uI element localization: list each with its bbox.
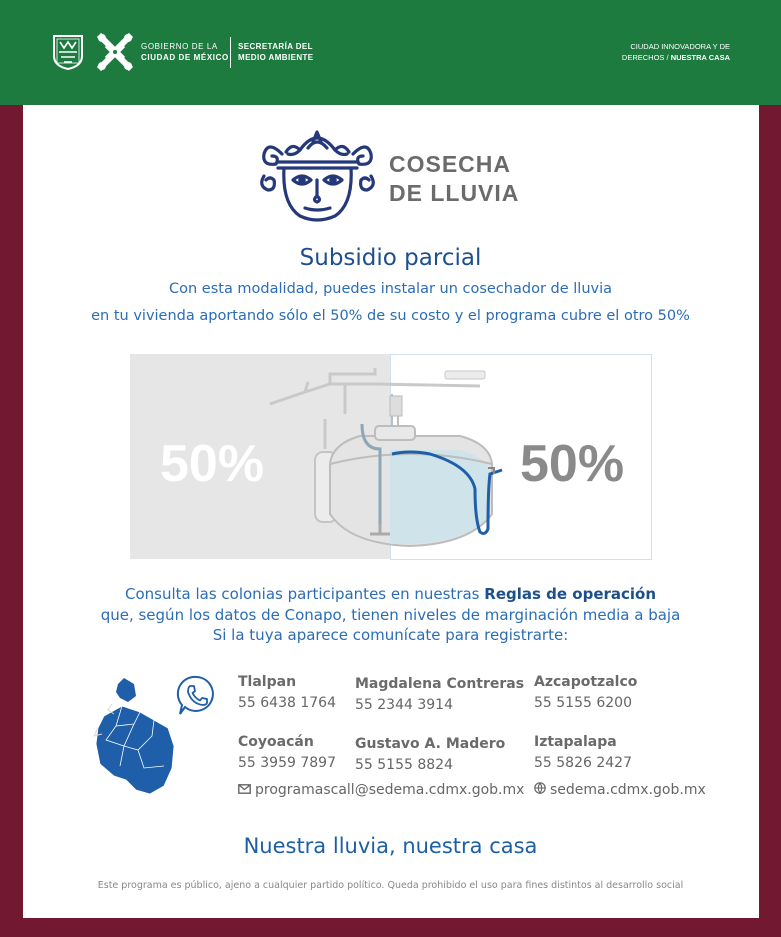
office-phone[interactable]: 55 5155 6200	[534, 695, 632, 711]
page-title: Subsidio parcial	[299, 245, 482, 271]
ciudad-line-2a: DERECHOS /	[621, 53, 671, 62]
info-line-3: Si la tuya aparece comunícate para registrarte:	[212, 626, 569, 644]
cdmx-logo-icon	[96, 32, 134, 72]
office-phone[interactable]: 55 5826 2427	[534, 755, 632, 771]
subtitle-line-2: en tu vivienda aportando sólo el 50% de su costo y el programa cubre el otro 50%	[91, 308, 690, 324]
reglas-link[interactable]: Reglas de operación	[484, 585, 657, 603]
office-magdalena-contreras	[355, 674, 524, 716]
office-iztapalapa	[534, 732, 632, 774]
header-divider	[230, 37, 231, 68]
info-line-1	[0, 585, 781, 603]
office-name: Tlalpan	[238, 674, 297, 690]
header-bar	[0, 0, 781, 105]
sec-line-1: SECRETARÍA DEL	[238, 42, 313, 51]
web-contact[interactable]	[534, 782, 706, 798]
cdmx-map-icon	[94, 676, 178, 798]
email-contact[interactable]	[238, 782, 524, 798]
office-phone[interactable]: 55 3959 7897	[238, 755, 336, 771]
right-percentage: 50%	[520, 435, 625, 493]
ciudad-slogan	[622, 41, 730, 63]
office-coyoacan	[238, 732, 336, 774]
email-text[interactable]: programascall@sedema.cdmx.gob.mx	[255, 782, 525, 798]
info-line-2: que, según los datos de Conapo, tienen niveles de marginación media a baja	[100, 606, 681, 624]
office-name: Iztapalapa	[534, 734, 617, 750]
globe-icon	[534, 782, 546, 794]
logo-line-2: DE LLUVIA	[389, 180, 520, 206]
web-text[interactable]: sedema.cdmx.gob.mx	[550, 782, 706, 798]
left-percentage: 50%	[160, 435, 265, 493]
gov-line-2: CIUDAD DE MÉXICO	[141, 53, 229, 62]
info-line-1-text: Consulta las colonias participantes en nuestras	[124, 585, 485, 603]
office-gustavo-a-madero	[355, 734, 505, 776]
envelope-icon	[238, 784, 251, 794]
phone-chat-icon	[176, 674, 218, 716]
program-logo-text	[389, 150, 519, 208]
gov-text	[141, 41, 229, 63]
subtitle-line-1: Con esta modalidad, puedes instalar un cosechador de lluvia	[168, 281, 612, 297]
sec-line-2: MEDIO AMBIENTE	[238, 53, 314, 62]
ciudad-line-2b: NUESTRA CASA	[670, 53, 730, 62]
office-phone[interactable]: 55 5155 8824	[355, 757, 453, 773]
office-name: Coyoacán	[238, 734, 314, 750]
disclaimer: Este programa es público, ajeno a cualquier partido político. Queda prohibido el uso para fines distintos al desarrollo social	[97, 880, 684, 891]
office-tlalpan	[238, 672, 336, 714]
office-phone[interactable]: 55 2344 3914	[355, 697, 453, 713]
office-azcapotzalco	[534, 672, 637, 714]
coat-of-arms-icon	[52, 34, 84, 70]
office-name: Gustavo A. Madero	[355, 736, 506, 752]
secretaria-text	[238, 41, 314, 63]
cosecha-face-logo-icon	[260, 124, 375, 224]
gov-line-1: GOBIERNO DE LA	[141, 42, 218, 51]
office-name: Azcapotzalco	[534, 674, 638, 690]
office-phone[interactable]: 55 6438 1764	[238, 695, 336, 711]
office-name: Magdalena Contreras	[355, 676, 525, 692]
logo-line-1: COSECHA	[389, 151, 512, 177]
slogan: Nuestra lluvia, nuestra casa	[243, 834, 538, 858]
ciudad-line-1: CIUDAD INNOVADORA Y DE	[630, 42, 730, 51]
